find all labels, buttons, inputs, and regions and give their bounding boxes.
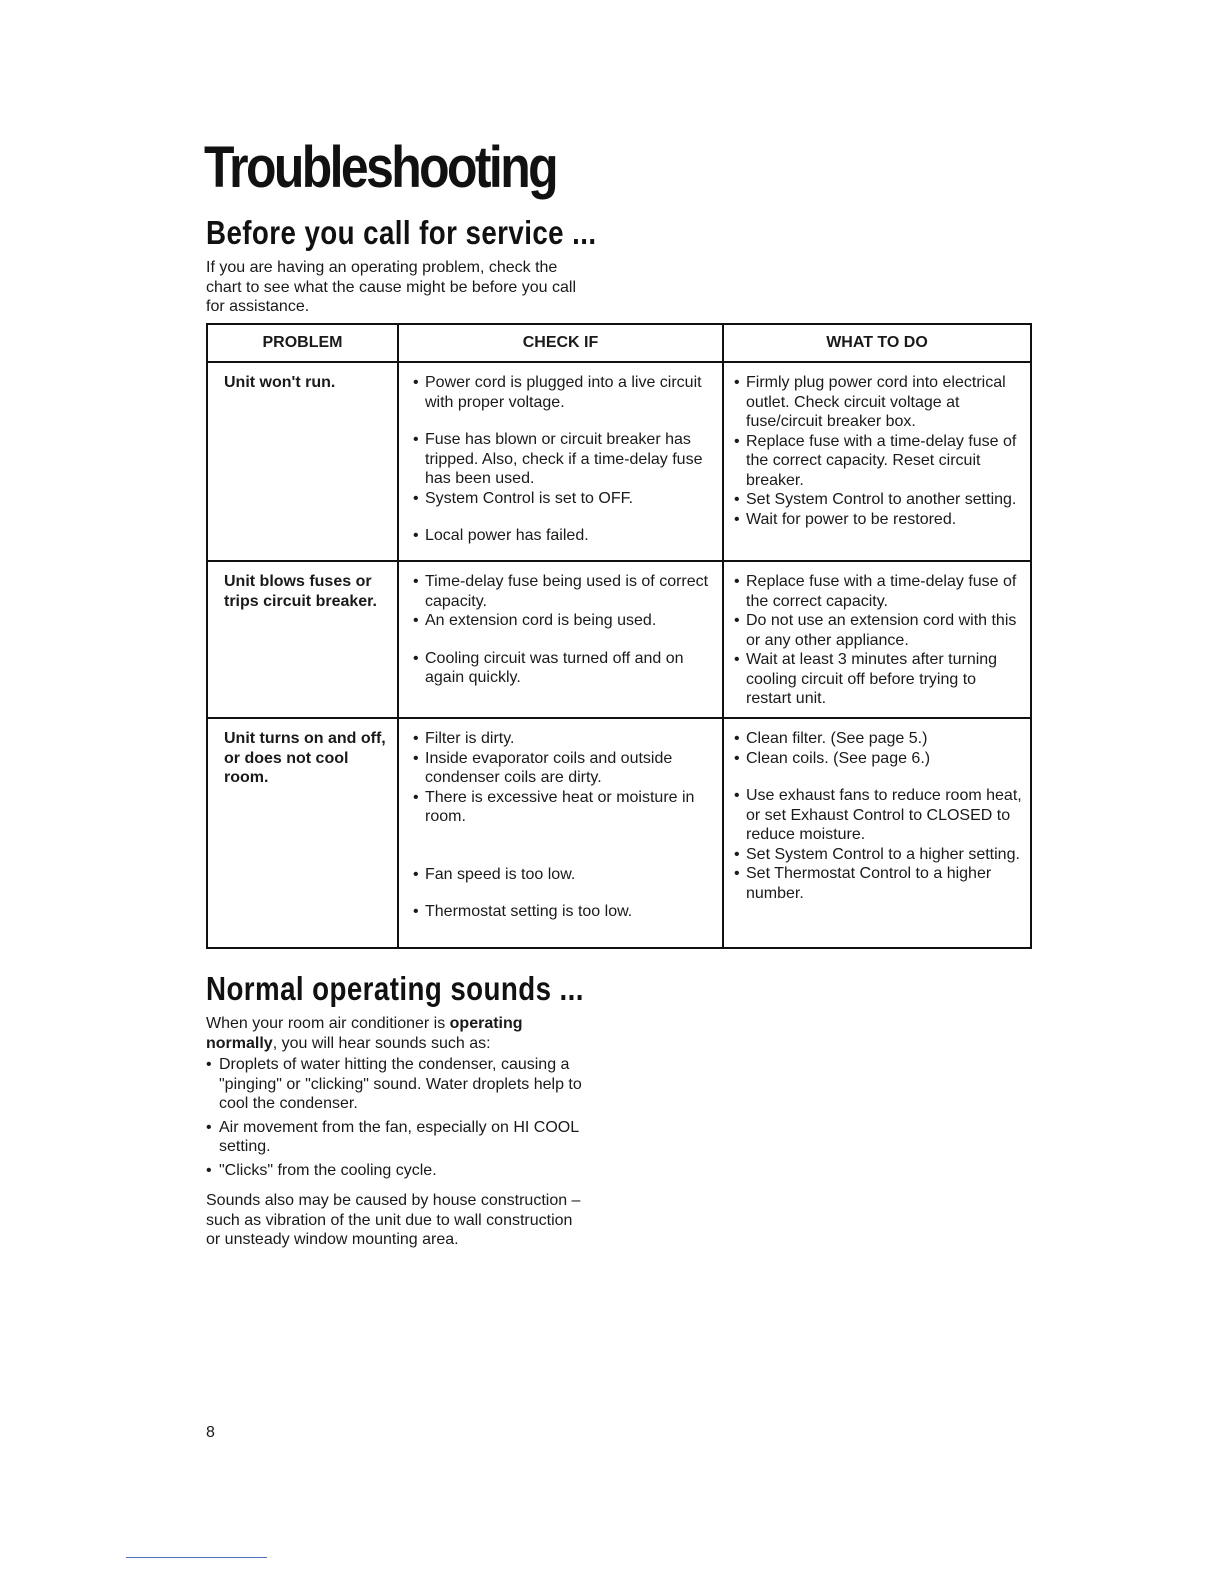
- column-header-what-to-do: WHAT TO DO: [723, 324, 1031, 362]
- check-item: • Cooling circuit was turned off and on again quickly.: [413, 649, 684, 686]
- table-row: [207, 362, 1031, 561]
- problem-cell: Unit won't run.: [207, 362, 398, 561]
- check-cell: [398, 362, 723, 561]
- footer-rule: [126, 1557, 267, 1558]
- check-item: • Filter is dirty.: [413, 730, 515, 747]
- action-item: • Set System Control to another setting.: [734, 491, 1017, 508]
- check-item: • An extension cord is being used.: [413, 612, 657, 629]
- check-item: • Local power has failed.: [413, 527, 589, 544]
- action-item: • Replace fuse with a time-delay fuse of the correct capacity.: [734, 573, 1017, 610]
- check-cell: [398, 561, 723, 718]
- sounds-intro: When your room air conditioner is operating normally, you will hear sounds such as:: [206, 1015, 523, 1052]
- check-item: • Inside evaporator coils and outside condenser coils are dirty.: [413, 749, 673, 786]
- section-heading-before-service: Before you call for service ...: [206, 214, 597, 251]
- problem-cell: Unit blows fuses or trips circuit breaker.: [207, 561, 398, 718]
- table-header-row: [207, 324, 1031, 362]
- column-header-problem: PROBLEM: [207, 324, 398, 362]
- check-item: • Power cord is plugged into a live circuit with proper voltage.: [413, 374, 702, 411]
- check-item: • Thermostat setting is too low.: [413, 903, 633, 920]
- table-row: [207, 718, 1031, 948]
- action-item: • Replace fuse with a time-delay fuse of the correct capacity. Reset circuit breaker.: [734, 432, 1017, 489]
- sounds-list: [206, 1055, 606, 1184]
- check-item: • Time-delay fuse being used is of correct capacity.: [413, 573, 709, 610]
- page-number: 8: [206, 1424, 215, 1441]
- problem-cell: Unit turns on and off, or does not cool room.: [207, 718, 398, 948]
- action-item: • Firmly plug power cord into electrical outlet. Check circuit voltage at fuse/circuit breaker box.: [734, 374, 1006, 430]
- troubleshooting-table: [206, 323, 1032, 949]
- section-heading-normal-sounds: Normal operating sounds ...: [206, 970, 584, 1007]
- action-item: • Clean coils. (See page 6.): [734, 749, 931, 767]
- action-cell: [723, 561, 1031, 718]
- action-item: • Set Thermostat Control to a higher number.: [734, 865, 992, 902]
- sounds-closing: Sounds also may be caused by house construction – such as vibration of the unit due to wall construction or unsteady window mounting area.: [206, 1192, 581, 1248]
- action-cell: [723, 718, 1031, 948]
- check-item: • Fuse has blown or circuit breaker has tripped. Also, check if a time-delay fuse has been used.: [413, 431, 703, 487]
- check-item: • Fan speed is too low.: [413, 865, 576, 883]
- page-title: Troubleshooting: [204, 135, 556, 200]
- column-header-check-if: CHECK IF: [398, 324, 723, 362]
- list-item: • Droplets of water hitting the condenser, causing a "pinging" or "clicking" sound. Water droplets help to cool the condenser.: [206, 1056, 582, 1112]
- action-cell: [723, 362, 1031, 561]
- action-item: • Do not use an extension cord with this or any other appliance.: [734, 612, 1017, 649]
- before-service-intro: If you are having an operating problem, check the chart to see what the cause might be before you call for assistance.: [206, 259, 576, 315]
- check-item: • There is excessive heat or moisture in room.: [413, 788, 695, 825]
- action-item: • Wait at least 3 minutes after turning cooling circuit off before trying to restart unit.: [734, 651, 998, 707]
- list-item: • "Clicks" from the cooling cycle.: [206, 1161, 437, 1179]
- action-item: • Wait for power to be restored.: [734, 510, 957, 528]
- action-item: • Set System Control to a higher setting.: [734, 845, 1020, 863]
- action-item: • Clean filter. (See page 5.): [734, 730, 928, 747]
- check-cell: [398, 718, 723, 948]
- table-row: [207, 561, 1031, 718]
- check-item: • System Control is set to OFF.: [413, 489, 634, 507]
- action-item: • Use exhaust fans to reduce room heat, or set Exhaust Control to CLOSED to reduce moisture.: [734, 787, 1022, 843]
- list-item: • Air movement from the fan, especially on HI COOL setting.: [206, 1118, 579, 1155]
